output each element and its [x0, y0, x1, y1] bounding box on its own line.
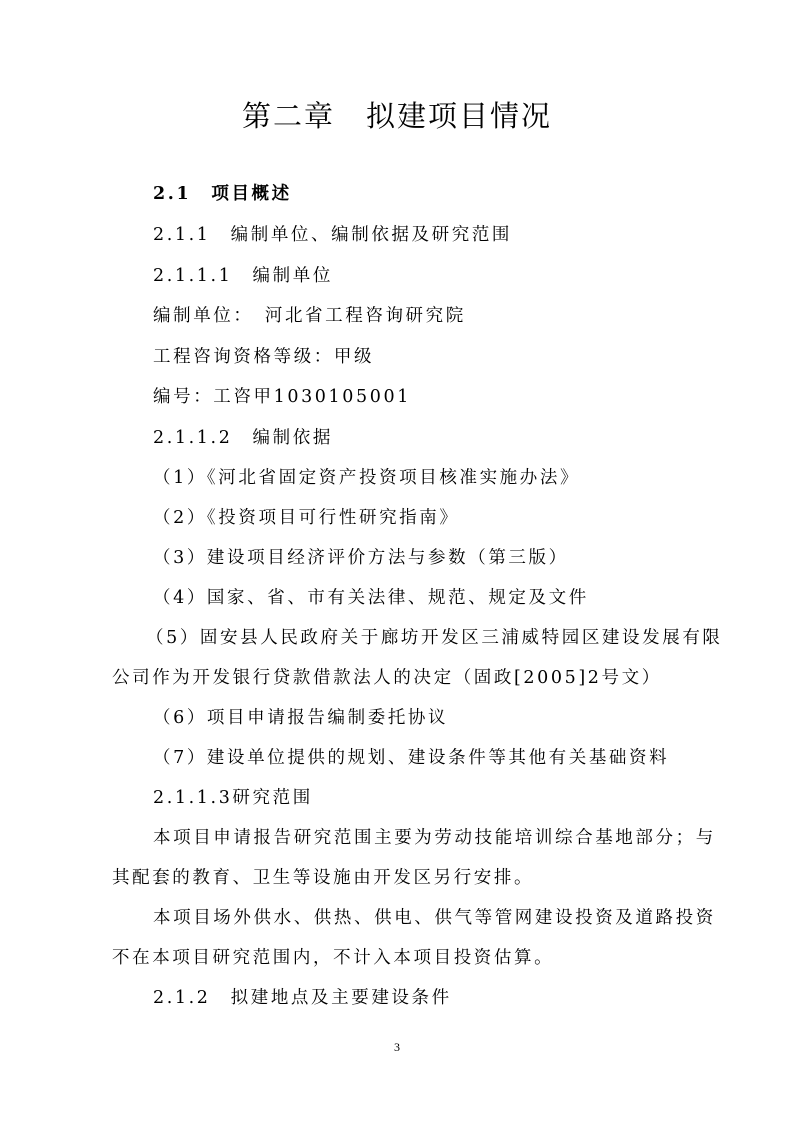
list-item: （6）项目申请报告编制委托协议 — [153, 708, 449, 728]
page-number: 3 — [394, 1040, 400, 1054]
list-item: （3）建设项目经济评价方法与参数（第三版） — [153, 548, 569, 568]
list-item: （4）国家、省、市有关法律、规范、规定及文件 — [153, 588, 589, 608]
subsubsection-heading: 2.1.1.2 编制依据 — [153, 428, 333, 448]
subsection-heading: 2.1.2 拟建地点及主要建设条件 — [153, 988, 452, 1008]
section-heading: 2.1 项目概述 — [153, 184, 292, 204]
list-item: （1）《河北省固定资产投资项目核准实施办法》 — [153, 468, 581, 488]
body-line: 工程咨询资格等级：甲级 — [153, 347, 375, 367]
chapter-title: 第二章 拟建项目情况 — [241, 99, 552, 133]
subsection-heading: 2.1.1 编制单位、编制依据及研究范围 — [153, 225, 513, 245]
body-line: 编制单位： 河北省工程咨询研究院 — [153, 306, 466, 326]
subsubsection-heading: 2.1.1.3研究范围 — [153, 788, 313, 808]
list-item: （5）固安县人民政府关于廊坊开发区三浦威特园区建设发展有限 — [146, 628, 723, 648]
paragraph-line: 本项目场外供水、供热、供电、供气等管网建设投资及道路投资 — [153, 908, 716, 928]
paragraph-line: 其配套的教育、卫生等设施由开发区另行安排。 — [112, 868, 535, 888]
list-item-continuation: 公司作为开发银行贷款借款法人的决定（固政[2005]2号文） — [112, 668, 662, 688]
paragraph-line: 本项目申请报告研究范围主要为劳动技能培训综合基地部分；与 — [153, 828, 716, 848]
body-line: 编号：工咨甲1030105001 — [153, 387, 411, 407]
paragraph-line: 不在本项目研究范围内，不计入本项目投资估算。 — [112, 948, 555, 968]
list-item: （7）建设单位提供的规划、建设条件等其他有关基础资料 — [153, 748, 670, 768]
subsubsection-heading: 2.1.1.1 编制单位 — [153, 266, 333, 286]
list-item: （2）《投资项目可行性研究指南》 — [153, 508, 460, 528]
